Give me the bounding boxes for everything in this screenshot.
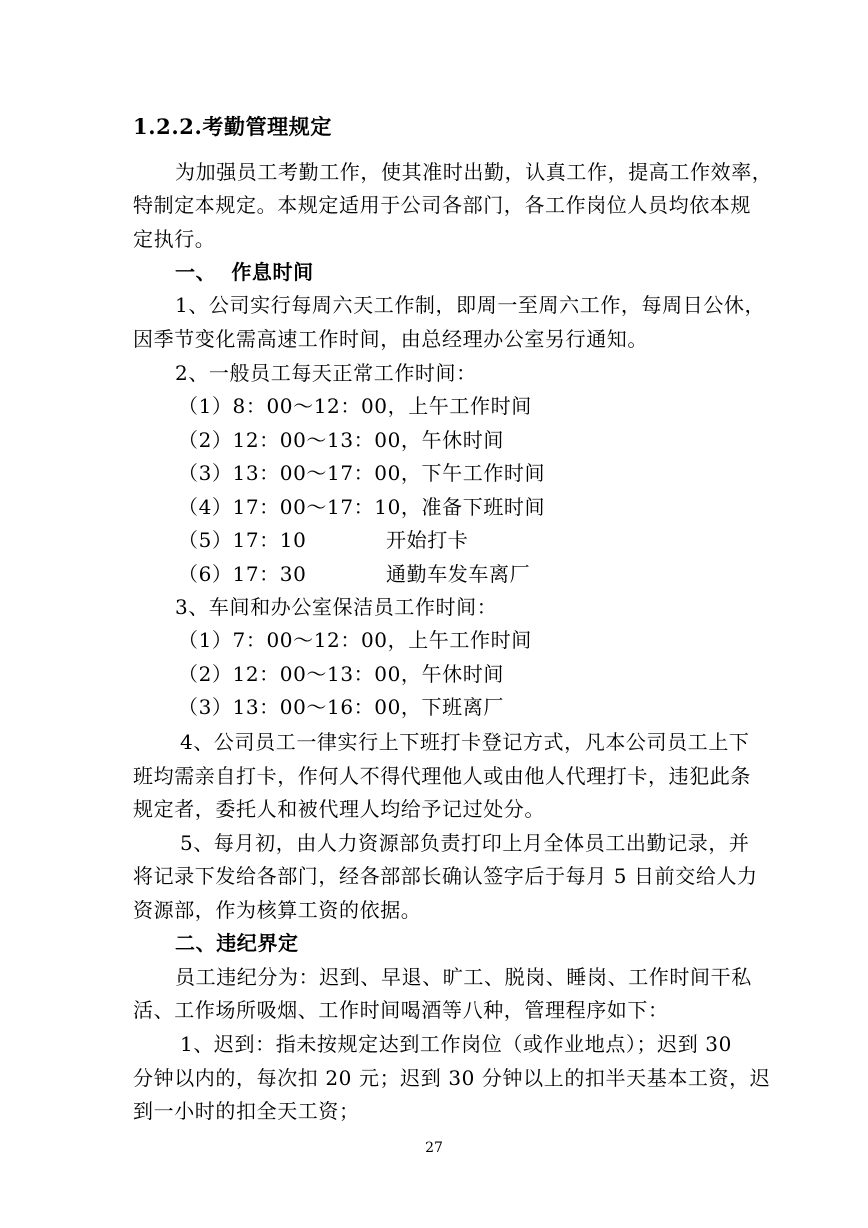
schedule-desc: 准备下班时间 [421, 495, 546, 519]
p6-line-2: 活、工作场所吸烟、工作时间喝酒等八种，管理程序如下： [133, 998, 669, 1022]
p7-line-1: 1、迟到：指未按规定达到工作岗位（或作业地点）；迟到 30 [180, 1032, 732, 1056]
cleaner-schedule-item: （1）7：00～12：00，上午工作时间 [178, 628, 532, 652]
schedule-time: （3）13：00～17：00， [178, 461, 422, 485]
page-number: 27 [425, 1140, 443, 1156]
schedule-time: （5）17：10 [178, 528, 307, 552]
p5-line-2: 将记录下发给各部门，经各部部长确认签字后于每月 5 日前交给人力 [133, 864, 758, 888]
schedule-item [178, 562, 788, 586]
schedule-time: （4）17：00～17：10， [178, 495, 422, 519]
p4-line-2: 班均需亲自打卡，作何人不得代理他人或由他人代理打卡，违犯此条 [133, 764, 751, 788]
p7-line-3: 到一小时的扣全天工资； [133, 1099, 360, 1123]
schedule-desc: 通勤车发车离厂 [386, 562, 531, 586]
schedule-desc: 开始打卡 [386, 528, 469, 552]
schedule-item [178, 394, 788, 418]
part2-heading: 二、违纪界定 [175, 931, 299, 955]
schedule-item [178, 461, 788, 485]
p1-line-1: 1、公司实行每周六天工作制，即周一至周六工作，每周日公休， [175, 293, 766, 317]
intro-line-1: 为加强员工考勤工作，使其准时出勤，认真工作，提高工作效率， [175, 160, 773, 184]
p3-title: 3、车间和办公室保洁员工作时间： [175, 595, 498, 619]
cleaner-schedule-item: （2）12：00～13：00，午休时间 [178, 662, 504, 686]
schedule-time: （6）17：30 [178, 562, 307, 586]
p6-line-1: 员工违纪分为：迟到、早退、旷工、脱岗、睡岗、工作时间干私 [175, 965, 752, 989]
schedule-time: （1）8：00～12：00， [178, 394, 409, 418]
intro-line-2: 特制定本规定。本规定适用于公司各部门，各工作岗位人员均依本规 [133, 193, 751, 217]
p4-line-3: 规定者，委托人和被代理人均给予记过处分。 [133, 797, 545, 821]
part1-heading: 一、 作息时间 [175, 260, 314, 284]
schedule-desc: 午休时间 [421, 428, 504, 452]
cleaner-schedule-item: （3）13：00～16：00，下班离厂 [178, 695, 504, 719]
schedule-item [178, 528, 788, 552]
section-title: 1.2.2.考勤管理规定 [133, 114, 332, 139]
p7-line-2: 分钟以内的，每次扣 20 元；迟到 30 分钟以上的扣半天基本工资，迟 [133, 1066, 771, 1090]
schedule-item [178, 495, 788, 519]
schedule-desc: 上午工作时间 [408, 394, 532, 418]
p4-line-1: 4、公司员工一律实行上下班打卡登记方式，凡本公司员工上下 [180, 730, 750, 754]
intro-line-3: 定执行。 [133, 227, 216, 251]
p2-title: 2、一般员工每天正常工作时间： [175, 361, 477, 385]
schedule-desc: 下午工作时间 [421, 461, 546, 485]
p5-line-1: 5、每月初，由人力资源部负责打印上月全体员工出勤记录，并 [180, 831, 750, 855]
p5-line-3: 资源部，作为核算工资的依据。 [133, 898, 422, 922]
schedule-item [178, 428, 788, 452]
schedule-time: （2）12：00～13：00， [178, 428, 422, 452]
p1-line-2: 因季节变化需高速工作时间，由总经理办公室另行通知。 [133, 327, 648, 351]
